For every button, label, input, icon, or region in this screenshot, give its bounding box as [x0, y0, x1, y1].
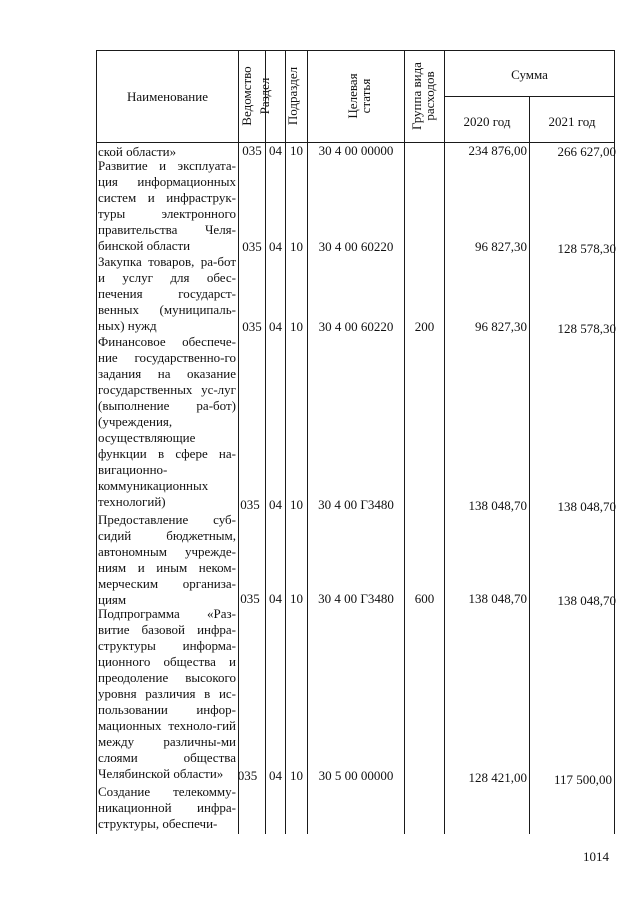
row-0-razd: 04: [269, 143, 282, 158]
row-2-s1: 96 827,30: [475, 319, 527, 334]
col-border-name: [238, 50, 239, 834]
col-border-podr: [307, 50, 308, 834]
row-6-desc: Создание телекомму-никационной инфра-структуры, обеспечи-: [98, 784, 236, 831]
header-celevaya: [346, 51, 374, 141]
row-5-podr: 10: [290, 768, 303, 783]
header-celevaya-1: Целевая: [345, 73, 360, 119]
header-year-2021: 2021 год: [548, 114, 596, 129]
row-3-desc: Финансовое обеспече-ние государственно-го задания на оказание государственных ус-луг (выполнение ра-бот) (учреждения, осуществляющие функции в сфере на-вигационно-коммуникационных технологий): [98, 334, 236, 509]
row-4-razd: 04: [269, 591, 282, 606]
col-border-gr: [444, 50, 445, 834]
header-vedomstvo: Ведомство: [239, 66, 254, 126]
row-4-podr: 10: [290, 591, 303, 606]
col-border-s1: [529, 96, 530, 834]
col-border-right: [614, 50, 615, 834]
row-3-ved: 035: [240, 497, 260, 512]
row-1-ved: 035: [242, 239, 262, 254]
row-0-s2: 266 627,00: [557, 144, 616, 159]
row-1-cs: 30 4 00 60220: [318, 239, 394, 254]
col-border-cs: [404, 50, 405, 834]
row-1-podr: 10: [290, 239, 303, 254]
row-0-s1: 234 876,00: [468, 143, 527, 158]
header-summa: Сумма: [511, 67, 548, 82]
row-1-desc: Развитие и эксплуата-ция информационных систем и инфраструк-туры электронного правительства Челя-бинской области: [98, 158, 236, 253]
row-2-cs: 30 4 00 60220: [318, 319, 394, 334]
row-1-razd: 04: [269, 239, 282, 254]
col-border-ved: [265, 50, 266, 834]
row-3-podr: 10: [290, 497, 303, 512]
header-gruppa-1: Группа вида: [409, 62, 424, 130]
row-2-s2: 128 578,30: [557, 321, 616, 336]
row-2-podr: 10: [290, 319, 303, 334]
row-2-razd: 04: [269, 319, 282, 334]
row-0-podr: 10: [290, 143, 303, 158]
row-2-ved: 035: [242, 319, 262, 334]
row-5-ved: 035: [237, 768, 258, 783]
page-number: 1014: [583, 849, 609, 864]
row-1-s2: 128 578,30: [557, 241, 616, 256]
row-2-desc: Закупка товаров, ра-бот и услуг для обес-печения государст-венных (муниципаль-ных) нужд: [98, 254, 236, 333]
row-4-s2: 138 048,70: [557, 593, 616, 608]
row-4-desc: Предоставление суб-сидий бюджетным, автономным учрежде-ниям и иным неком-мерческим организа-циям: [98, 512, 236, 607]
row-0-desc: ской области»: [98, 144, 177, 159]
row-5-s2: 117 500,00: [553, 772, 612, 787]
header-gruppa-2: расходов: [422, 71, 437, 121]
row-5-cs: 30 5 00 00000: [318, 768, 394, 783]
header-gruppa: [410, 52, 438, 140]
header-celevaya-2: статья: [358, 78, 373, 114]
header-name: Наименование: [127, 89, 208, 104]
row-3-razd: 04: [269, 497, 282, 512]
row-1-s1: 96 827,30: [475, 239, 527, 254]
row-5-desc: Подпрограмма «Раз-витие базовой инфра-структуры информа-ционного общества и преодоление высокого уровня различия в ис-пользовании инфор-мационных техноло-гий между различны-ми слоями общества Челябинской области»: [98, 606, 236, 781]
header-podrazdel: Подраздел: [285, 66, 300, 126]
row-4-cs: 30 4 00 Г3480: [318, 591, 394, 606]
row-5-s1: 128 421,00: [468, 770, 527, 785]
row-3-s1: 138 048,70: [468, 498, 527, 513]
row-4-s1: 138 048,70: [468, 591, 527, 606]
header-razdel: Раздел: [257, 77, 272, 115]
row-5-razd: 04: [269, 768, 282, 783]
row-4-gr: 600: [414, 591, 435, 606]
row-2-gr: 200: [414, 319, 435, 334]
row-0-ved: 035: [242, 143, 262, 158]
row-4-ved: 035: [240, 591, 260, 606]
row-3-s2: 138 048,70: [557, 499, 616, 514]
row-0-cs: 30 4 00 00000: [318, 143, 394, 158]
col-border-left: [96, 50, 97, 834]
header-year-2020: 2020 год: [463, 114, 511, 129]
row-3-cs: 30 4 00 Г3480: [318, 497, 394, 512]
col-border-razd: [285, 50, 286, 834]
